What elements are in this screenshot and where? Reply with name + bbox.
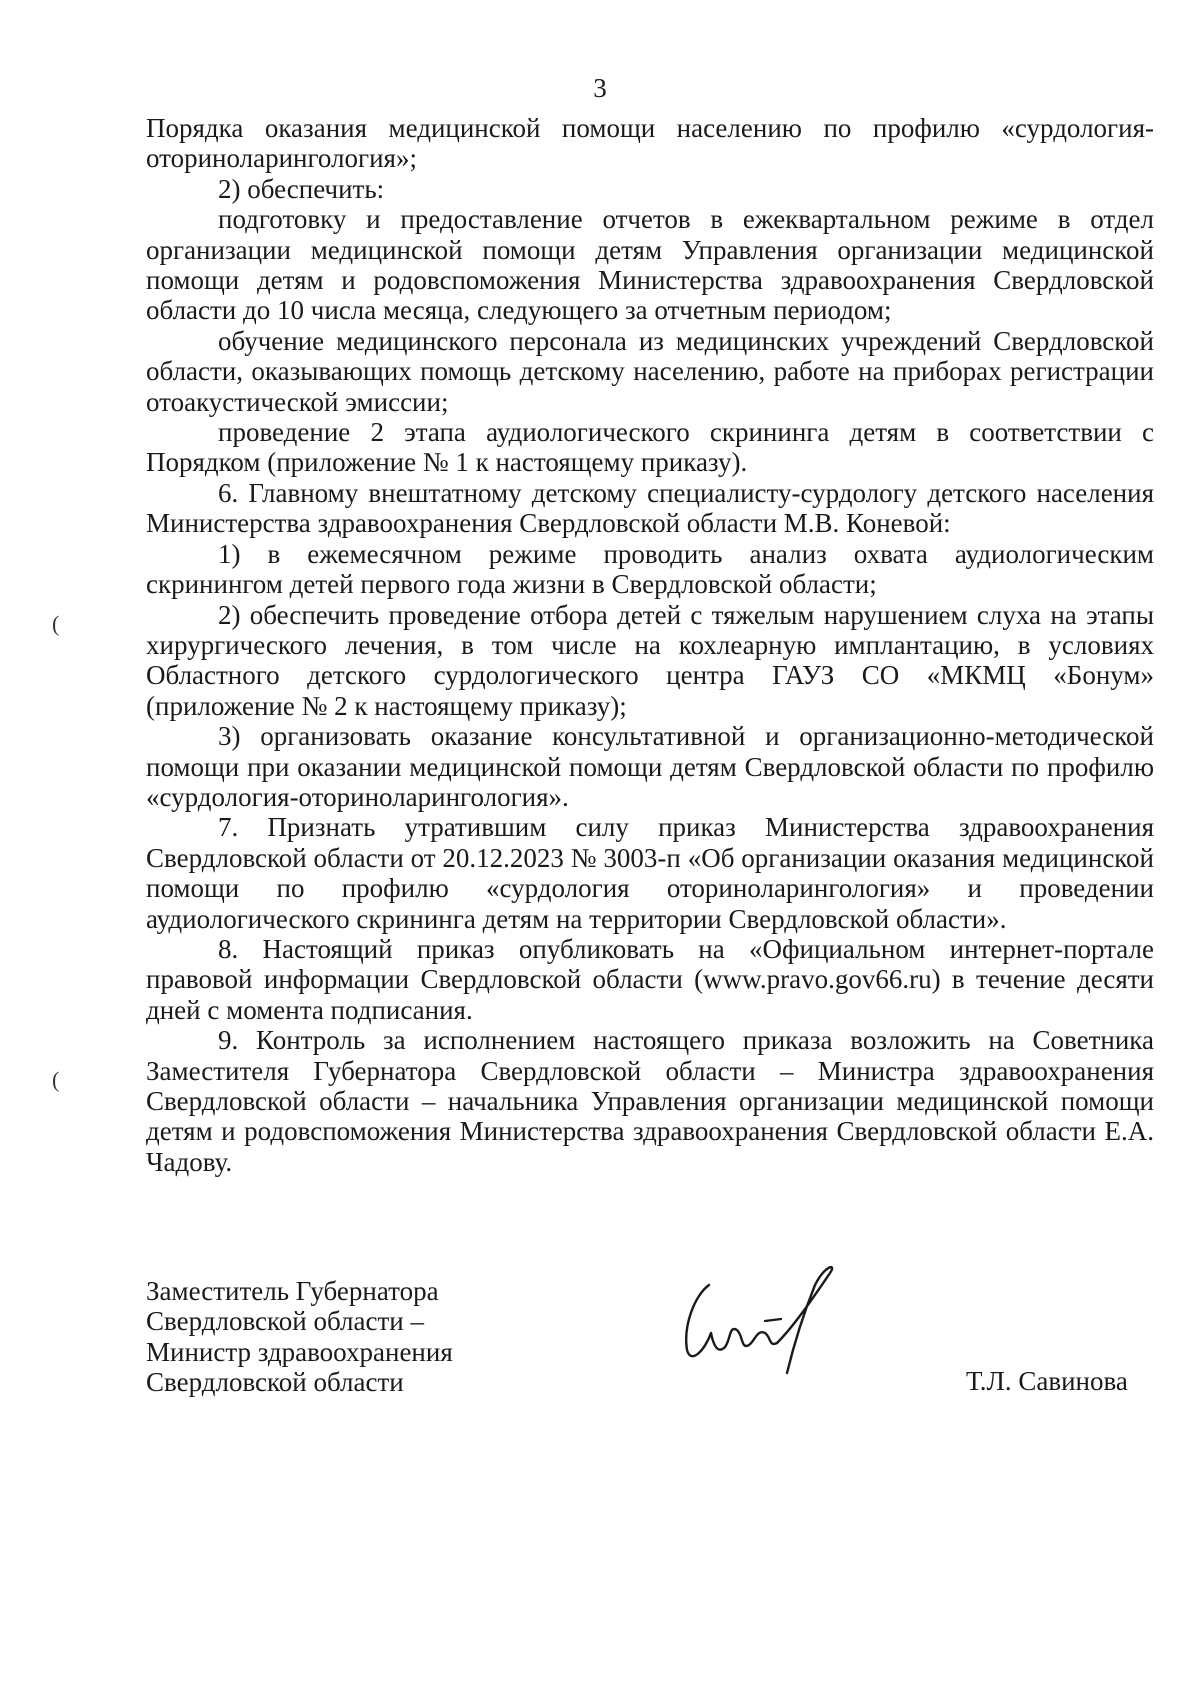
paragraph-screening-stage-2: проведение 2 этапа аудиологического скрининга детям в соответствии с Порядком (приложение № 1 к настоящему приказу). bbox=[146, 417, 1154, 478]
signature-block bbox=[146, 1276, 453, 1398]
signer-name: Т.Л. Савинова bbox=[966, 1366, 1128, 1396]
paragraph-reports: подготовку и предоставление отчетов в ежеквартальном режиме в отдел организации медицинской помощи детям Управления организации медицинской помощи детям и родовспоможения Министерства здравоохранения Свердловской области до 10 числа месяца, следующего за отчетным периодом; bbox=[146, 204, 1154, 326]
paragraph-point-6-2: 2) обеспечить проведение отбора детей с тяжелым нарушением слуха на этапы хирургического лечения, в том числе на кохлеарную имплантацию, в условиях Областного детского сурдологического центра ГАУЗ СО «МКМЦ «Бонум» (приложение № 2 к настоящему приказу); bbox=[146, 599, 1154, 721]
signer-title-line: Министр здравоохранения bbox=[146, 1336, 453, 1367]
paragraph-continuation: Порядка оказания медицинской помощи населению по профилю «сурдология-оториноларингология»; bbox=[146, 113, 1154, 174]
signer-title-line: Заместитель Губернатора bbox=[146, 1276, 439, 1306]
paragraph-point-8: 8. Настоящий приказ опубликовать на «Официальном интернет-портале правовой информации Свердловской области (www.pravo.gov66.ru) в течение десяти дней с момента подписания. bbox=[146, 933, 1154, 1025]
paragraph-point-6-1: 1) в ежемесячном режиме проводить анализ охвата аудиологическим скринингом детей первого года жизни в Свердловской области; bbox=[146, 538, 1154, 600]
signer-title-line: Свердловской области – bbox=[146, 1306, 424, 1337]
paragraph-point-9: 9. Контроль за исполнением настоящего приказа возложить на Советника Заместителя Губернатора Свердловской области – Министра здравоохранения Свердловской области – начальника Управления организации медицинской помощи детям и родовспоможения Министерства здравоохранения Свердловской области Е.А. Чадову. bbox=[146, 1025, 1154, 1177]
page-number: 3 bbox=[593, 73, 607, 103]
paragraph-point-6-3: 3) организовать оказание консультативной и организационно-методической помощи при оказании медицинской помощи детям Свердловской области по профилю «сурдология-оториноларингология». bbox=[146, 721, 1154, 812]
margin-mark: ( bbox=[52, 1067, 60, 1092]
margin-mark: ( bbox=[52, 611, 60, 636]
handwritten-signature bbox=[665, 1255, 855, 1395]
paragraph-item-2: 2) обеспечить: bbox=[218, 173, 385, 204]
paragraph-training: обучение медицинского персонала из медицинских учреждений Свердловской области, оказывающих помощь детскому населению, работе на приборах регистрации отоакустической эмиссии; bbox=[146, 325, 1154, 417]
paragraph-point-7: 7. Признать утратившим силу приказ Министерства здравоохранения Свердловской области от 20.12.2023 № 3003-п «Об организации оказания медицинской помощи по профилю «сурдология оториноларингология» и проведении аудиологического скрининга детям на территории Свердловской области». bbox=[146, 812, 1154, 934]
paragraph-point-6: 6. Главному внештатному детскому специалисту-сурдологу детского населения Министерства здравоохранения Свердловской области М.В. Коневой: bbox=[146, 477, 1154, 539]
signer-title-line: Свердловской области bbox=[146, 1367, 404, 1398]
document-body bbox=[146, 113, 1154, 1177]
